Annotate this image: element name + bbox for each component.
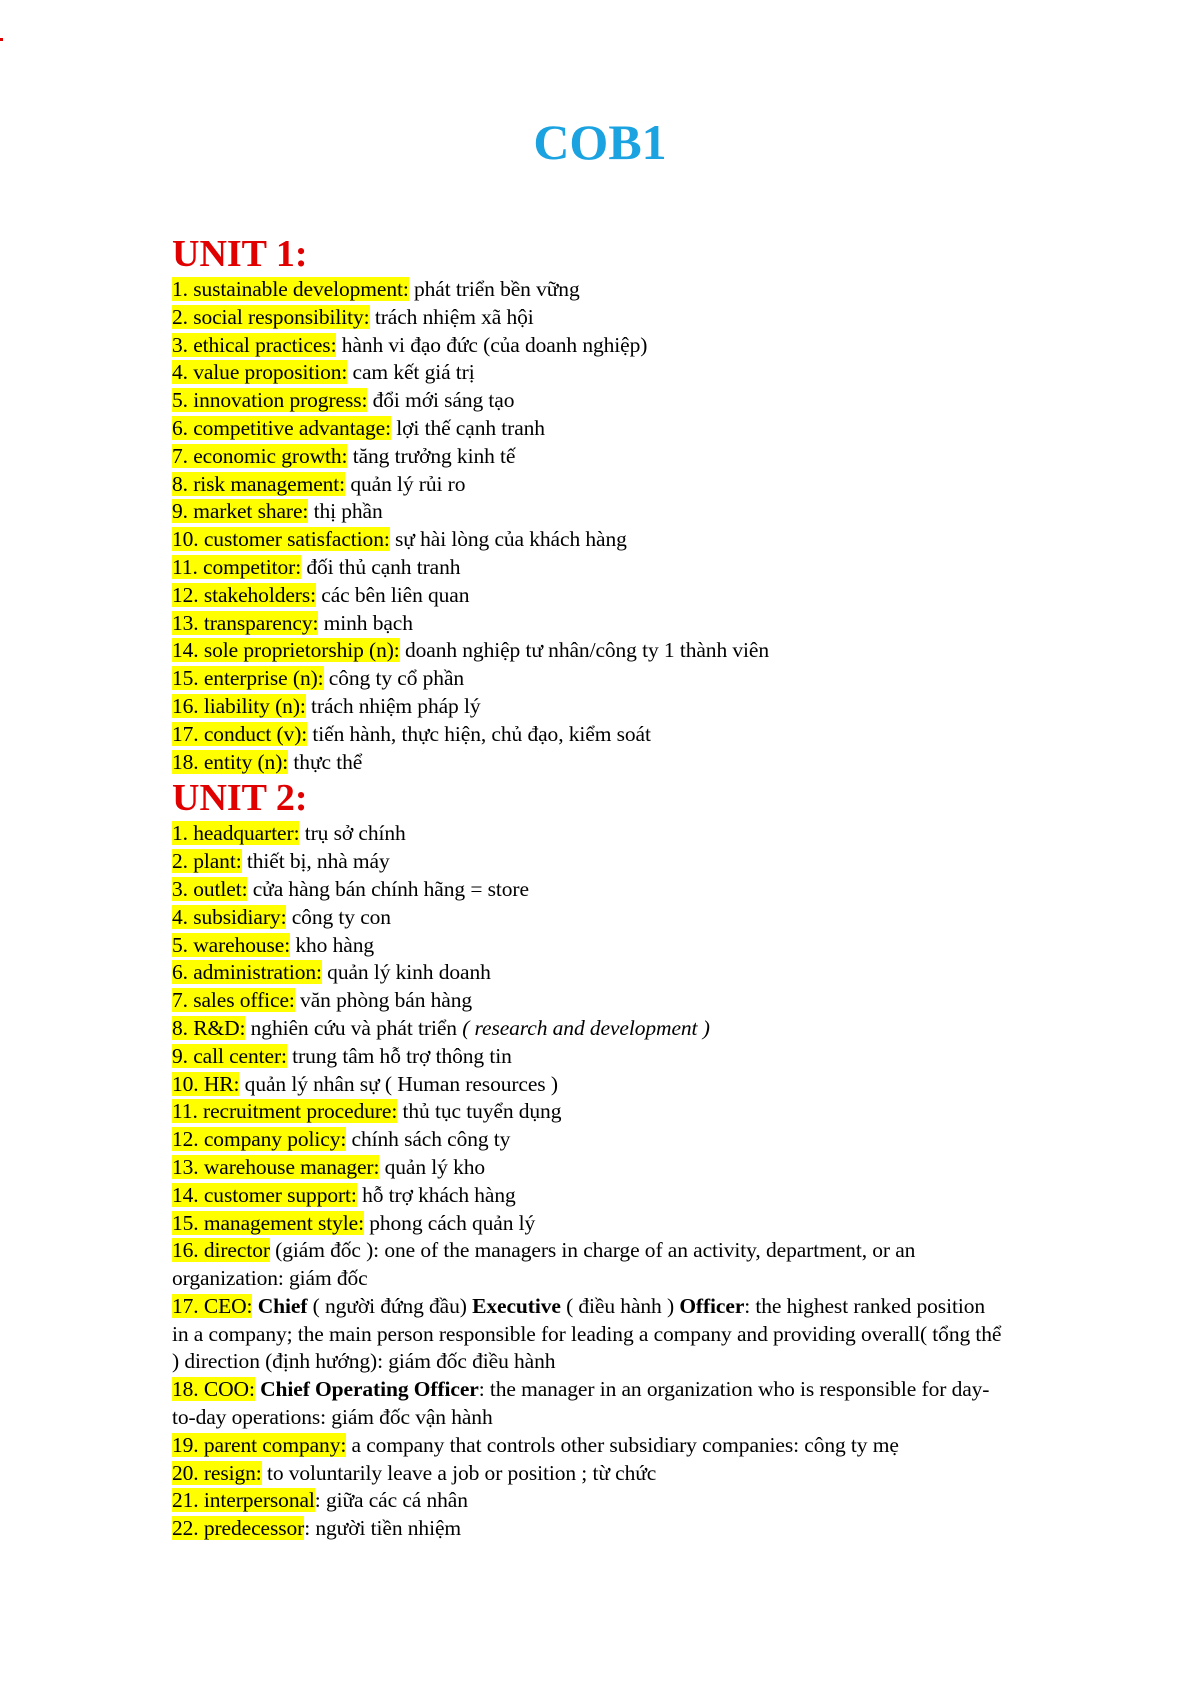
definition: (giám đốc ): one of the managers in charge of an activity, department, or an organization: giám đốc (172, 1238, 916, 1291)
term: 18. COO: (172, 1377, 255, 1402)
list-item (172, 1237, 1002, 1293)
unit-heading: UNIT 1: (172, 233, 308, 275)
definition: các bên liên quan (316, 582, 470, 607)
list-item (172, 1098, 1002, 1126)
definition: ( người đứng đầu) (307, 1293, 473, 1318)
list-item (172, 904, 1002, 932)
list-item (172, 471, 1002, 499)
list-item (172, 1487, 1002, 1515)
term: 5. innovation progress: (172, 388, 368, 413)
list-item (172, 848, 1002, 876)
list-item (172, 1126, 1002, 1154)
list-item (172, 1293, 1002, 1376)
list-item (172, 749, 1002, 777)
term: 10. customer satisfaction: (172, 527, 390, 552)
term: 17. CEO: (172, 1293, 253, 1318)
definition: tăng trưởng kinh tế (347, 443, 516, 468)
term: 13. warehouse manager: (172, 1154, 380, 1179)
list-item (172, 387, 1002, 415)
definition: sự hài lòng của khách hàng (389, 527, 627, 552)
list-item (172, 276, 1002, 304)
term: 14. sole proprietorship (n): (172, 638, 400, 663)
list-item (172, 932, 1002, 960)
list-item (172, 359, 1002, 387)
term: 1. sustainable development: (172, 277, 409, 301)
term: 18. entity (n): (172, 749, 289, 774)
unit-1-list (172, 276, 1002, 776)
definition: đổi mới sáng tạo (367, 388, 515, 413)
list-item (172, 498, 1002, 526)
definition: thủ tục tuyển dụng (397, 1099, 562, 1124)
definition: tiến hành, thực hiện, chủ đạo, kiểm soát (307, 721, 651, 746)
term: 2. social responsibility: (172, 304, 370, 329)
list-item (172, 1071, 1002, 1099)
list-item (172, 876, 1002, 904)
definition: : người tiền nhiệm (304, 1516, 462, 1541)
term: 7. economic growth: (172, 443, 348, 468)
definition: cam kết giá trị (347, 360, 475, 385)
term: 15. management style: (172, 1210, 364, 1235)
list-item (172, 1015, 1002, 1043)
list-item (172, 1154, 1002, 1182)
definition: nghiên cứu và phát triển (245, 1015, 463, 1040)
term: 20. resign: (172, 1460, 262, 1485)
term: 6. administration: (172, 960, 322, 985)
term: 13. transparency: (172, 610, 319, 635)
list-item (172, 304, 1002, 332)
list-item (172, 610, 1002, 638)
definition: công ty cổ phần (323, 666, 465, 691)
term: 16. director (172, 1238, 270, 1263)
definition-bold: Chief (252, 1293, 308, 1318)
term: 8. R&D: (172, 1015, 246, 1040)
term: 2. plant: (172, 849, 242, 874)
definition: quản lý rủi ro (345, 471, 466, 496)
definition: văn phòng bán hàng (294, 988, 473, 1013)
definition: công ty con (286, 904, 391, 929)
definition: kho hàng (290, 932, 375, 957)
term: 6. competitive advantage: (172, 415, 391, 440)
term: 15. enterprise (n): (172, 666, 324, 691)
unit-heading: UNIT 2: (172, 777, 308, 820)
definition: : the highest ranked position in a company; the main person responsible for leading a company and providing overall( tổng thể ) direction (định hướng): giám đốc điều hành (172, 1293, 1002, 1374)
list-item (172, 443, 1002, 471)
definition: quản lý kho (379, 1154, 486, 1179)
definition-bold: Executive (472, 1293, 561, 1318)
list-item (172, 721, 1002, 749)
unit-2-list (172, 820, 1002, 1543)
term: 10. HR: (172, 1071, 240, 1096)
list-item (172, 582, 1002, 610)
term: 11. recruitment procedure: (172, 1099, 398, 1124)
definition: chính sách công ty (346, 1127, 511, 1152)
term: 16. liability (n): (172, 693, 306, 718)
definition: thiết bị, nhà máy (241, 849, 390, 874)
definition: : giữa các cá nhân (314, 1488, 468, 1513)
definition: thị phần (308, 499, 383, 524)
list-item (172, 1210, 1002, 1238)
list-item (172, 415, 1002, 443)
term: 5. warehouse: (172, 932, 291, 957)
term: 17. conduct (v): (172, 721, 308, 746)
term: 19. parent company: (172, 1432, 347, 1457)
definition-italic: ( research and development ) (462, 1015, 710, 1040)
definition: trụ sở chính (299, 821, 406, 846)
definition: trách nhiệm xã hội (369, 304, 534, 329)
definition: ( điều hành ) (560, 1293, 680, 1318)
term: 7. sales office: (172, 988, 295, 1013)
definition: doanh nghiệp tư nhân/công ty 1 thành viên (399, 638, 769, 663)
document-title: COB1 (533, 114, 667, 170)
definition-bold: Chief Operating Officer (254, 1377, 479, 1402)
list-item (172, 693, 1002, 721)
term: 21. interpersonal (172, 1488, 315, 1513)
definition: quản lý nhân sự ( Human resources ) (239, 1071, 558, 1096)
term: 4. value proposition: (172, 360, 348, 385)
definition: minh bạch (318, 610, 413, 635)
definition: a company that controls other subsidiary companies: công ty mẹ (346, 1432, 899, 1457)
definition: to voluntarily leave a job or position ; từ chức (261, 1460, 657, 1485)
term: 1. headquarter: (172, 821, 300, 846)
list-item (172, 554, 1002, 582)
list-item (172, 1043, 1002, 1071)
term: 8. risk management: (172, 471, 346, 496)
list-item (172, 526, 1002, 554)
list-item (172, 959, 1002, 987)
definition: trung tâm hỗ trợ thông tin (286, 1043, 512, 1068)
term: 3. outlet: (172, 876, 248, 901)
definition: phát triển bền vững (408, 277, 580, 301)
list-item (172, 1432, 1002, 1460)
term: 3. ethical practices: (172, 332, 337, 357)
corner-mark (0, 38, 3, 41)
list-item (172, 1515, 1002, 1543)
term: 4. subsidiary: (172, 904, 287, 929)
term: 22. predecessor (172, 1516, 305, 1541)
list-item (172, 332, 1002, 360)
term: 11. competitor: (172, 554, 302, 579)
term: 14. customer support: (172, 1182, 357, 1207)
definition: hỗ trợ khách hàng (356, 1182, 516, 1207)
list-item (172, 637, 1002, 665)
term: 12. company policy: (172, 1127, 347, 1152)
definition: phong cách quản lý (363, 1210, 536, 1235)
term: 12. stakeholders: (172, 582, 316, 607)
list-item (172, 1376, 1002, 1432)
list-item (172, 1182, 1002, 1210)
definition: lợi thế cạnh tranh (391, 415, 545, 440)
definition: thực thể (288, 749, 363, 774)
definition: cửa hàng bán chính hãng = store (247, 876, 529, 901)
list-item (172, 1460, 1002, 1488)
definition: quản lý kinh doanh (321, 960, 491, 985)
definition-bold: Officer (679, 1293, 745, 1318)
definition: hành vi đạo đức (của doanh nghiệp) (336, 332, 648, 357)
list-item (172, 987, 1002, 1015)
term: 9. market share: (172, 499, 309, 524)
definition: trách nhiệm pháp lý (305, 693, 481, 718)
list-item (172, 665, 1002, 693)
document-body (172, 232, 1002, 1543)
term: 9. call center: (172, 1043, 287, 1068)
definition: đối thủ cạnh tranh (301, 554, 461, 579)
list-item (172, 820, 1002, 848)
definition: : the manager in an organization who is responsible for day-to-day operations: giám đốc vận hành (172, 1377, 990, 1430)
